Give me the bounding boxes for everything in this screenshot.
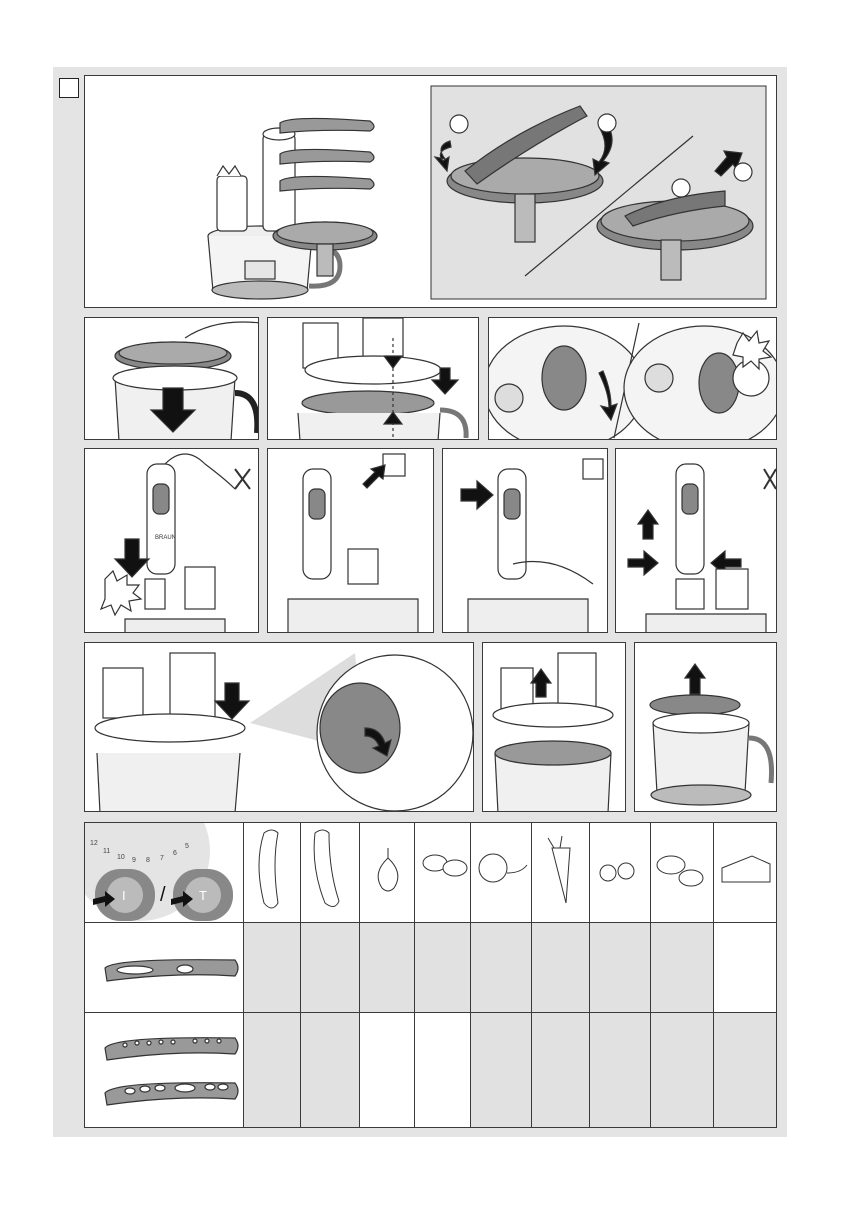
usage-cell xyxy=(360,923,415,1013)
release-illustration xyxy=(616,449,777,633)
apple-icon xyxy=(471,823,532,923)
lock-lid-illustration xyxy=(489,318,777,440)
panel-unlock-lid xyxy=(84,642,474,812)
dial-mark: 12 xyxy=(90,840,98,847)
mushroom-icon xyxy=(415,823,471,923)
onion-icon xyxy=(360,823,415,923)
usage-cell xyxy=(301,1013,360,1128)
usage-cell xyxy=(244,923,301,1013)
plug-in-illustration xyxy=(268,449,434,633)
dial-mark: 5 xyxy=(185,843,189,850)
cheese-icon xyxy=(714,823,777,923)
insert-usage-table xyxy=(84,822,777,1128)
usage-cell xyxy=(532,923,590,1013)
button-label-i: I xyxy=(122,888,126,903)
usage-cell xyxy=(244,1013,301,1128)
panel-lock-lid xyxy=(488,317,777,440)
svg-text:BRAUN: BRAUN xyxy=(155,535,177,541)
zucchini-icon xyxy=(301,823,360,923)
dial-mark: 9 xyxy=(132,857,136,864)
dial-mark: 11 xyxy=(103,848,111,855)
usage-cell xyxy=(301,923,360,1013)
shredding-inserts-icon xyxy=(85,1013,244,1128)
slicing-insert-icon xyxy=(280,118,374,191)
step-marker-box xyxy=(59,78,79,98)
press-button-illustration xyxy=(443,449,608,633)
usage-cell xyxy=(590,1013,651,1128)
separator: / xyxy=(160,884,166,906)
cucumber-icon xyxy=(244,823,301,923)
overview-illustration xyxy=(85,76,777,308)
usage-cell xyxy=(415,1013,471,1128)
usage-cell xyxy=(651,923,714,1013)
panel-plug-in xyxy=(267,448,434,633)
insert-disc-illustration xyxy=(85,318,259,440)
panel-insert-disc xyxy=(84,317,259,440)
usage-cell xyxy=(360,1013,415,1128)
panel-lift-lid xyxy=(482,642,626,812)
lower-lid-illustration xyxy=(268,318,479,440)
lift-lid-illustration xyxy=(483,643,626,812)
slicing-insert-icon xyxy=(85,923,244,1013)
slicing-insert-cell xyxy=(85,923,244,1013)
unlock-lid-illustration xyxy=(85,643,474,812)
button-label-t: T xyxy=(199,888,207,903)
radish-icon xyxy=(590,823,651,923)
panel-lift-disc xyxy=(634,642,777,812)
panel-overview xyxy=(84,75,777,308)
panel-attach-handblender xyxy=(84,448,259,633)
panel-press-button xyxy=(442,448,608,633)
usage-cell xyxy=(651,1013,714,1128)
usage-cell xyxy=(471,1013,532,1128)
dial-mark: 10 xyxy=(117,854,125,861)
panel-release xyxy=(615,448,777,633)
dial-mark: 6 xyxy=(173,850,177,857)
usage-cell xyxy=(415,923,471,1013)
potato-icon xyxy=(651,823,714,923)
usage-cell xyxy=(714,923,777,1013)
dial-mark: 7 xyxy=(160,855,164,862)
speed-selection-cell xyxy=(85,823,244,923)
usage-cell xyxy=(471,923,532,1013)
usage-cell xyxy=(532,1013,590,1128)
shredding-inserts-cell xyxy=(85,1013,244,1128)
attach-handblender-illustration xyxy=(85,449,259,633)
carrot-icon xyxy=(532,823,590,923)
dial-mark: 8 xyxy=(146,857,150,864)
panel-lower-lid xyxy=(267,317,479,440)
usage-cell xyxy=(590,923,651,1013)
lift-disc-illustration xyxy=(635,643,777,812)
usage-cell xyxy=(714,1013,777,1128)
